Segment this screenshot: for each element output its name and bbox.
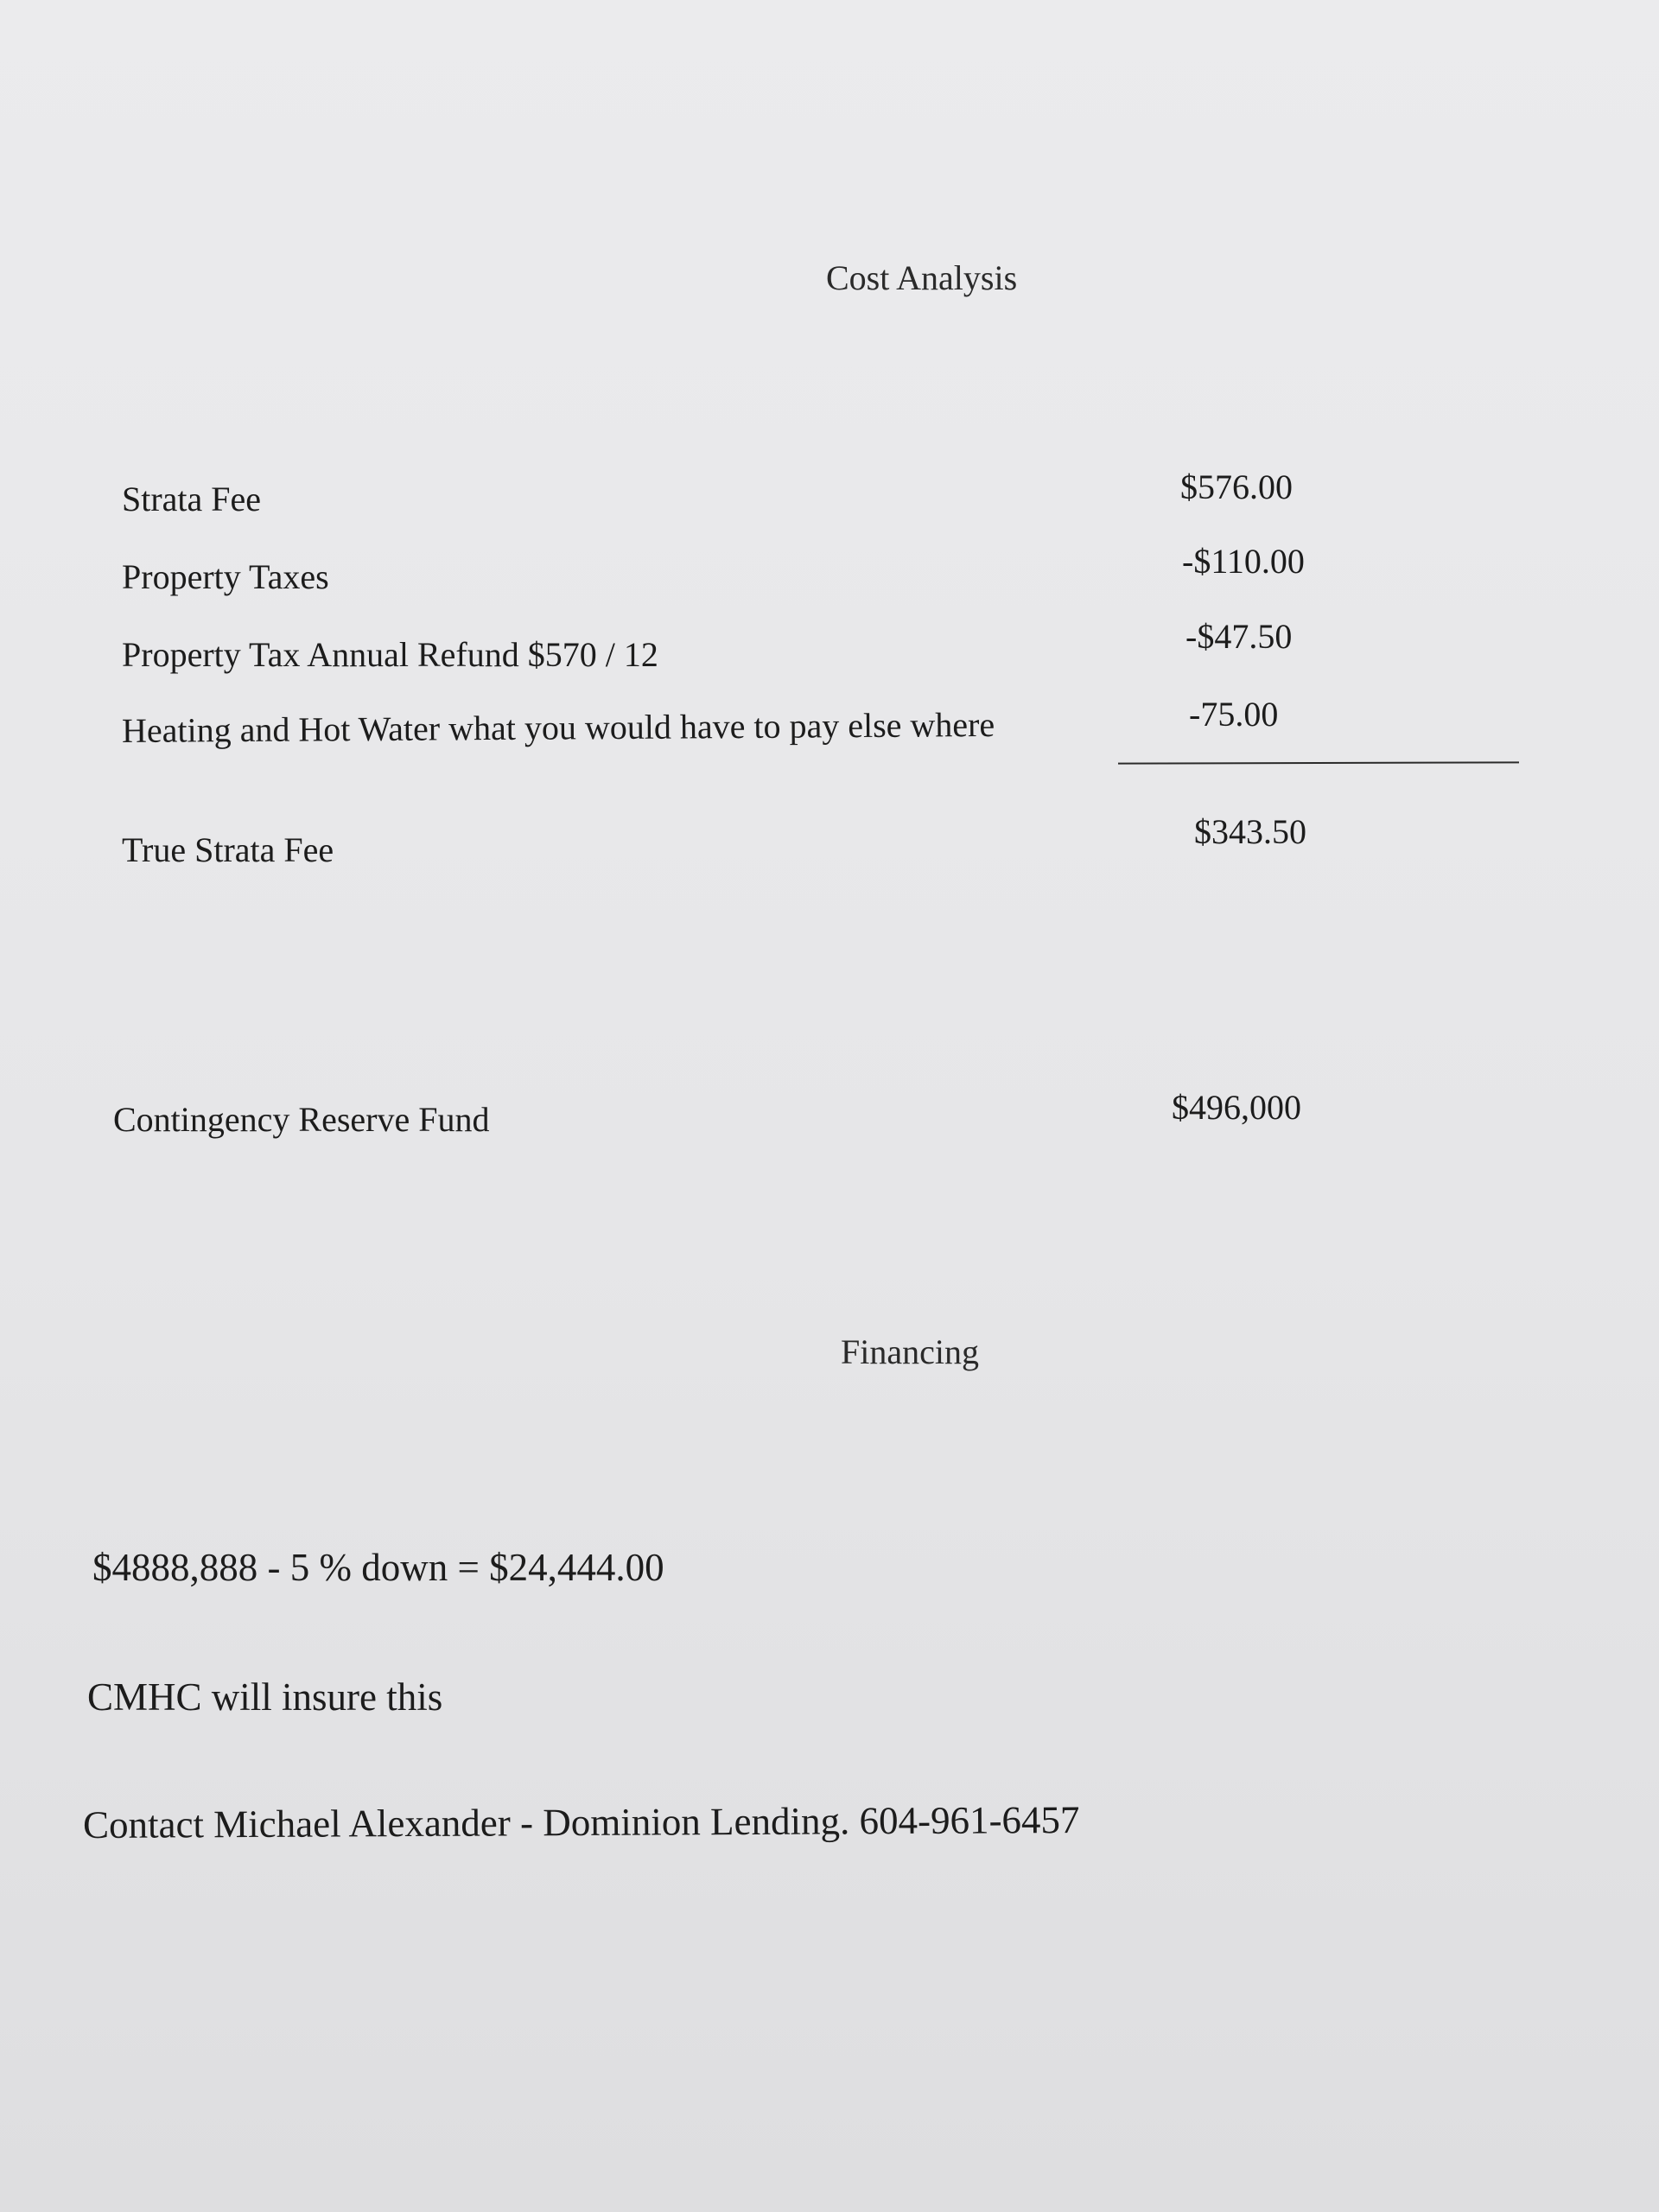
property-taxes-label: Property Taxes: [122, 557, 329, 596]
reserve-fund-label: Contingency Reserve Fund: [113, 1100, 490, 1139]
contact-line: Contact Michael Alexander - Dominion Lending. 604-961-6457: [82, 1797, 1080, 1847]
tax-refund-value: -$47.50: [1185, 617, 1293, 656]
tax-refund-label: Property Tax Annual Refund $570 / 12: [122, 635, 658, 674]
heating-label: Heating and Hot Water what you would have to pay else where: [121, 704, 995, 750]
strata-fee-label: Strata Fee: [122, 480, 262, 518]
cmhc-insurance-line: CMHC will insure this: [87, 1675, 443, 1719]
true-strata-fee-label: True Strata Fee: [122, 830, 334, 869]
total-divider: [1118, 761, 1519, 764]
down-payment-line: $4888,888 - 5 % down = $24,444.00: [92, 1546, 664, 1589]
cost-analysis-title: Cost Analysis: [826, 258, 1018, 297]
reserve-fund-value: $496,000: [1172, 1088, 1301, 1127]
heating-value: -75.00: [1189, 695, 1279, 734]
true-strata-fee-value: $343.50: [1194, 812, 1306, 851]
financing-title: Financing: [841, 1332, 979, 1371]
property-taxes-value: -$110.00: [1182, 542, 1305, 581]
strata-fee-value: $576.00: [1180, 467, 1293, 506]
